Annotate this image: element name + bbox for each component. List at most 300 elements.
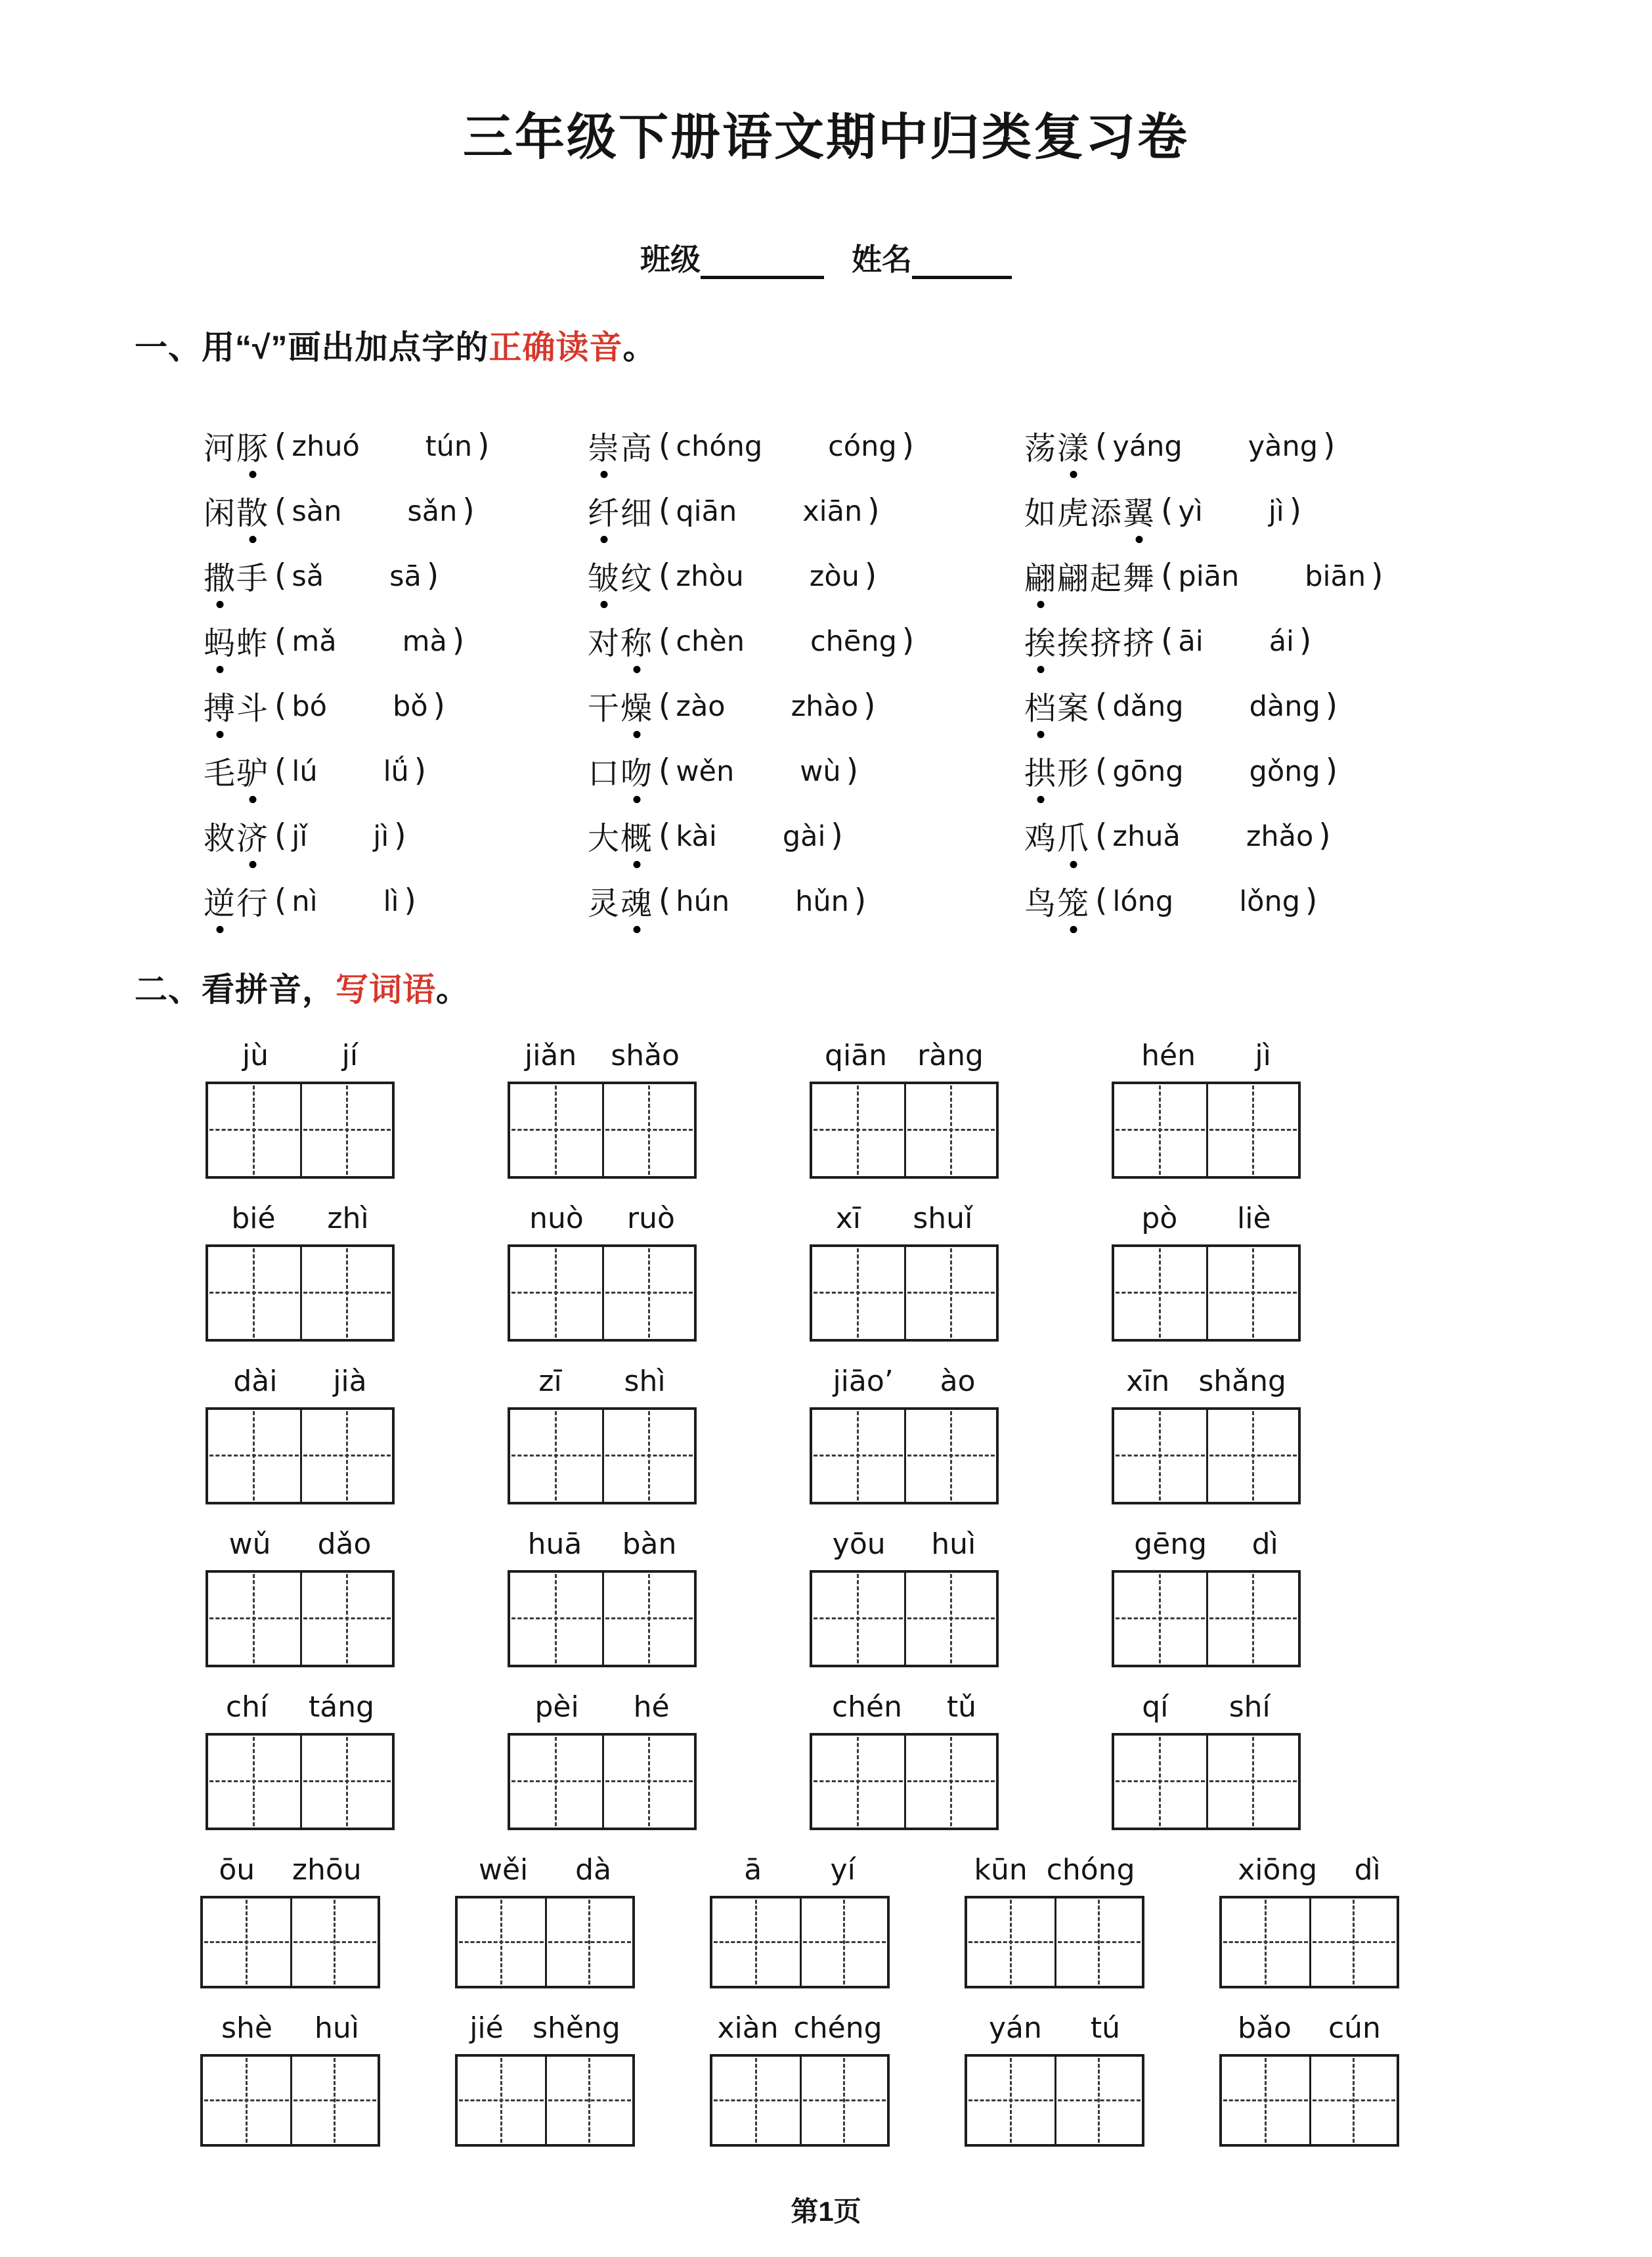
word-item [204,608,588,673]
pinyin-syllable: ruò [626,1202,675,1235]
writing-cell[interactable] [290,2057,378,2144]
word-entry [206,1522,395,1667]
pinyin-option[interactable]: zhòu [676,560,744,593]
dotted-character: 搏 [204,683,236,728]
writing-grid[interactable] [810,1244,999,1342]
paren-open: ( [1161,558,1173,594]
pinyin-options[interactable] [269,623,469,659]
writing-cell[interactable] [904,1084,996,1176]
paren-open: ( [274,818,287,854]
pinyin-label [810,1522,999,1561]
writing-cell[interactable] [812,1736,904,1828]
paren-close: ) [854,883,867,919]
writing-grid[interactable] [1112,1244,1301,1342]
writing-cell[interactable] [300,1736,392,1828]
character: 挨 [1057,626,1091,661]
pinyin-option[interactable]: yáng [1112,430,1183,463]
writing-cell[interactable] [1206,1084,1298,1176]
word-item [204,543,588,608]
pinyin-options[interactable] [653,753,863,789]
pinyin-option[interactable]: zhuǎ [1112,820,1181,853]
writing-cell[interactable] [967,1898,1054,1986]
pinyin-option[interactable]: wù [800,755,841,788]
writing-cell[interactable] [1206,1736,1298,1828]
pinyin-options[interactable] [269,818,412,854]
writing-grid[interactable] [200,2054,380,2147]
writing-cell[interactable] [1206,1247,1298,1339]
pinyin-option[interactable]: mà [402,625,447,658]
writing-cell[interactable] [300,1247,392,1339]
pinyin-option[interactable]: bǒ [392,690,428,723]
pinyin-syllable: pèi [534,1690,579,1724]
pinyin-option[interactable]: lì [383,885,399,918]
word-entry [810,1033,999,1179]
pinyin-syllable: ràng [917,1039,984,1072]
pinyin-options[interactable] [1090,688,1343,724]
pinyin-options[interactable] [1156,558,1388,594]
pinyin-option[interactable]: hǔn [795,885,849,918]
pinyin-option[interactable]: lǒng [1239,885,1300,918]
pinyin-option[interactable]: qiān [676,495,737,528]
writing-grid[interactable] [206,1244,395,1342]
paren-open: ( [659,623,671,659]
dotted-character: 纤 [588,488,620,533]
writing-cell[interactable] [458,2057,545,2144]
pinyin-option[interactable]: sǎ [292,560,324,593]
pinyin-syllable: xiàn [717,2011,779,2045]
word-text [588,748,653,793]
pinyin-label [508,1033,697,1072]
writing-grid[interactable] [1112,1082,1301,1179]
writing-cell[interactable] [904,1410,996,1502]
pinyin-option[interactable]: zhào [791,690,859,723]
word-item [204,478,588,543]
pinyin-option[interactable]: lǘ [383,755,409,788]
writing-cell[interactable] [1222,1898,1309,1986]
character: 蚱 [236,626,270,661]
writing-cell[interactable] [602,1410,694,1502]
writing-cell[interactable] [208,1247,300,1339]
writing-cell[interactable] [300,1573,392,1665]
word-column [204,413,588,933]
pinyin-option[interactable]: hún [676,885,730,918]
pinyin-option[interactable]: sā [389,560,422,593]
pinyin-option[interactable]: jì [1268,495,1284,528]
writing-cell[interactable] [510,1573,602,1665]
name-input-blank[interactable] [912,250,1012,279]
pinyin-option[interactable]: āi [1178,625,1204,658]
pinyin-option[interactable]: tún [425,430,473,463]
word-text [1024,488,1156,533]
paren-close: ) [864,558,877,594]
writing-cell[interactable] [1114,1410,1206,1502]
word-item [1024,608,1388,673]
pinyin-syllable: jié [469,2011,504,2045]
pinyin-syllable: jù [242,1039,269,1072]
writing-cell[interactable] [208,1573,300,1665]
dotted-character: 燥 [620,683,653,728]
dotted-character: 翩 [1024,553,1057,598]
paren-open: ( [274,558,287,594]
writing-cell[interactable] [1054,2057,1142,2144]
writing-cell[interactable] [904,1247,996,1339]
word-text [1024,683,1090,728]
pinyin-options[interactable] [1090,883,1322,919]
writing-grid[interactable] [206,1570,395,1667]
writing-cell[interactable] [1114,1247,1206,1339]
pinyin-option[interactable]: jì [373,820,389,853]
word-text [588,813,653,858]
writing-cell[interactable] [510,1410,602,1502]
pinyin-option[interactable]: bó [292,690,327,723]
word-entry [1112,1522,1301,1667]
pinyin-options[interactable] [1090,818,1336,854]
pinyin-syllable: dài [233,1365,278,1398]
writing-cell[interactable] [712,1898,800,1986]
word-entry [508,1033,697,1179]
word-item [588,738,1024,803]
word-column [1024,413,1388,933]
writing-grid[interactable] [965,2054,1144,2147]
writing-cell[interactable] [1114,1736,1206,1828]
writing-cell[interactable] [812,1410,904,1502]
writing-cell[interactable] [712,2057,800,2144]
pinyin-option[interactable]: jǐ [292,820,308,853]
dotted-character: 翼 [1123,488,1156,533]
pinyin-options[interactable] [653,427,919,464]
pinyin-syllable: chén [831,1690,902,1724]
writing-grid[interactable] [206,1407,395,1504]
pinyin-option[interactable]: sǎn [407,495,458,528]
pinyin-option[interactable]: zhuó [292,430,360,463]
writing-cell[interactable] [510,1736,602,1828]
dotted-character: 豚 [236,423,269,468]
pinyin-options[interactable] [1156,493,1307,529]
writing-grid[interactable] [1112,1733,1301,1830]
word-item [204,868,588,933]
pinyin-option[interactable]: zòu [809,560,859,593]
writing-grid[interactable] [200,1896,380,1988]
writing-cell[interactable] [458,1898,545,1986]
section1-columns [204,413,1652,933]
writing-grid[interactable] [710,2054,890,2147]
writing-grid[interactable] [455,1896,635,1988]
writing-cell[interactable] [904,1573,996,1665]
pinyin-syllable: bǎo [1238,2011,1292,2045]
pinyin-options[interactable] [269,427,494,464]
pinyin-label [206,1359,395,1398]
pinyin-option[interactable]: wěn [676,755,735,788]
dotted-character: 济 [236,813,269,858]
word-column [588,413,1024,933]
character: 翩 [1057,561,1091,596]
paren-open: ( [274,427,287,464]
writing-cell[interactable] [967,2057,1054,2144]
paren-open: ( [1095,753,1108,789]
pinyin-syllable: zī [538,1365,562,1398]
pinyin-options[interactable] [1090,427,1340,464]
writing-grid[interactable] [1219,1896,1399,1988]
word-text [204,618,269,663]
pinyin-options[interactable] [653,558,882,594]
pinyin-syllable: xiōng [1238,1853,1318,1887]
dotted-character: 皱 [588,553,620,598]
pinyin-option[interactable]: yì [1178,495,1203,528]
pinyin-option[interactable]: sàn [292,495,342,528]
word-item [588,673,1024,738]
student-info-line [0,236,1652,279]
pinyin-syllable: jià [333,1365,367,1398]
pinyin-row [200,2005,1652,2147]
writing-grid[interactable] [810,1082,999,1179]
pinyin-option[interactable]: biān [1305,560,1366,593]
writing-cell[interactable] [1309,2057,1397,2144]
writing-grid[interactable] [508,1082,697,1179]
word-entry [810,1684,999,1830]
pinyin-label [1112,1522,1301,1561]
pinyin-row [206,1033,1652,1179]
pinyin-syllable: gēng [1134,1527,1207,1561]
paren-close: ) [462,493,475,529]
writing-cell[interactable] [812,1084,904,1176]
pinyin-options[interactable] [653,818,848,854]
writing-cell[interactable] [208,1736,300,1828]
character: 干 [588,691,621,726]
writing-cell[interactable] [602,1736,694,1828]
writing-grid[interactable] [206,1733,395,1830]
pinyin-option[interactable]: lú [292,755,318,788]
paren-open: ( [274,493,287,529]
writing-cell[interactable] [208,1410,300,1502]
writing-cell[interactable] [602,1247,694,1339]
writing-grid[interactable] [1219,2054,1399,2147]
word-text [204,748,269,793]
pinyin-syllable: wěi [478,1853,529,1887]
pinyin-options[interactable] [1156,623,1316,659]
pinyin-syllable: jiāo’ [833,1365,894,1398]
pinyin-option[interactable]: cóng [828,430,897,463]
writing-cell[interactable] [1309,1898,1397,1986]
pinyin-option[interactable]: chēng [810,625,897,658]
character: 鸡 [1024,822,1058,856]
word-text [1024,813,1090,858]
pinyin-label [206,1522,395,1561]
page-title: 三年级下册语文期中归类复习卷 [463,110,1189,165]
dotted-character: 撒 [204,553,236,598]
pinyin-options[interactable] [1090,753,1343,789]
writing-grid[interactable] [710,1896,890,1988]
pinyin-options[interactable] [653,493,885,529]
pinyin-options[interactable] [269,753,431,789]
writing-cell[interactable] [290,1898,378,1986]
pinyin-row [206,1359,1652,1504]
pinyin-option[interactable]: dǎng [1112,690,1184,723]
pinyin-syllable: bié [231,1202,276,1235]
class-label: 班级 [640,242,701,276]
paren-close: ) [863,688,876,724]
pinyin-option[interactable]: ái [1269,625,1294,658]
writing-cell[interactable] [510,1084,602,1176]
paren-open: ( [659,753,671,789]
section1-header [135,321,1652,368]
writing-cell[interactable] [800,1898,887,1986]
pinyin-options[interactable] [653,883,871,919]
writing-grid[interactable] [965,1896,1144,1988]
pinyin-label [1219,2005,1399,2045]
pinyin-syllable: yán [988,2011,1042,2045]
writing-grid[interactable] [810,1570,999,1667]
pinyin-syllable: shè [221,2011,272,2045]
word-text [204,813,269,858]
writing-cell[interactable] [300,1410,392,1502]
writing-cell[interactable] [300,1084,392,1176]
writing-grid[interactable] [508,1733,697,1830]
writing-grid[interactable] [508,1407,697,1504]
word-entry [810,1359,999,1504]
pinyin-syllable: táng [309,1690,375,1724]
word-entry [1219,1847,1399,1988]
character: 高 [620,431,654,466]
paren-close: ) [1305,883,1318,919]
writing-cell[interactable] [545,1898,632,1986]
pinyin-option[interactable]: chóng [676,430,763,463]
pinyin-option[interactable]: gōng [1112,755,1184,788]
paren-open: ( [659,558,671,594]
paren-open: ( [274,623,287,659]
writing-cell[interactable] [1222,2057,1309,2144]
writing-cell[interactable] [203,2057,290,2144]
character: 舞 [1123,561,1156,596]
pinyin-syllable: shǎng [1198,1365,1286,1398]
character: 手 [236,561,270,596]
word-entry [200,2005,380,2147]
pinyin-option[interactable]: zào [676,690,726,723]
pinyin-option[interactable]: chèn [676,625,745,658]
pinyin-option[interactable]: xiān [802,495,863,528]
character: 纹 [620,561,654,596]
paren-open: ( [274,883,287,919]
word-text [588,488,653,533]
word-text [204,423,269,468]
word-item [1024,478,1388,543]
character: 形 [1057,756,1091,791]
word-entry [206,1033,395,1179]
writing-cell[interactable] [510,1247,602,1339]
writing-cell[interactable] [1114,1573,1206,1665]
writing-grid[interactable] [1112,1407,1301,1504]
pinyin-label [1112,1684,1301,1724]
pinyin-label [1112,1359,1301,1398]
paren-close: ) [867,493,880,529]
character: 对 [588,626,621,661]
writing-grid[interactable] [508,1244,697,1342]
word-item [1024,543,1388,608]
writing-grid[interactable] [1112,1570,1301,1667]
word-item [588,543,1024,608]
word-text [588,618,653,663]
section2-header [135,963,1652,1011]
dotted-character: 驴 [236,748,269,793]
pinyin-option[interactable]: piān [1178,560,1240,593]
dotted-character: 魂 [620,878,653,923]
writing-cell[interactable] [545,2057,632,2144]
writing-cell[interactable] [904,1736,996,1828]
pinyin-syllable: yōu [832,1527,886,1561]
writing-grid[interactable] [206,1082,395,1179]
pinyin-options[interactable] [269,493,480,529]
writing-cell[interactable] [602,1084,694,1176]
character: 挤 [1090,626,1123,661]
writing-grid[interactable] [508,1570,697,1667]
pinyin-option[interactable]: mǎ [292,625,337,658]
writing-grid[interactable] [810,1407,999,1504]
character: 虎 [1057,496,1091,531]
pinyin-option[interactable]: yàng [1248,430,1318,463]
pinyin-options[interactable] [269,558,444,594]
word-entry [1112,1033,1301,1179]
pinyin-option[interactable]: lóng [1112,885,1174,918]
pinyin-option[interactable]: nì [292,885,318,918]
dotted-character: 散 [236,488,269,533]
pinyin-options[interactable] [653,688,880,724]
writing-cell[interactable] [602,1573,694,1665]
writing-cell[interactable] [1206,1573,1298,1665]
pinyin-option[interactable]: dàng [1249,690,1320,723]
pinyin-syllable: pò [1141,1202,1178,1235]
writing-cell[interactable] [203,1898,290,1986]
dotted-character: 称 [620,618,653,663]
class-input-blank[interactable] [701,250,824,279]
writing-cell[interactable] [1206,1410,1298,1502]
paren-open: ( [1161,493,1173,529]
pinyin-options[interactable] [653,623,919,659]
writing-cell[interactable] [800,2057,887,2144]
pinyin-option[interactable]: gǒng [1249,755,1320,788]
character: 闲 [204,496,237,531]
writing-grid[interactable] [455,2054,635,2147]
paren-open: ( [1161,623,1173,659]
word-entry [710,1847,890,1988]
writing-cell[interactable] [208,1084,300,1176]
writing-cell[interactable] [812,1573,904,1665]
pinyin-option[interactable]: gài [782,820,826,853]
character: 毛 [204,756,237,791]
paren-close: ) [902,427,914,464]
pinyin-label [206,1033,395,1072]
writing-cell[interactable] [1114,1084,1206,1176]
pinyin-syllable: yí [830,1853,856,1887]
pinyin-syllable: hén [1141,1039,1196,1072]
pinyin-options[interactable] [269,688,450,724]
pinyin-options[interactable] [269,883,422,919]
writing-cell[interactable] [812,1247,904,1339]
writing-grid[interactable] [810,1733,999,1830]
paren-close: ) [902,623,915,659]
section1-number: 一、 [135,329,202,366]
word-item [204,738,588,803]
paren-close: ) [846,753,859,789]
pinyin-option[interactable]: zhǎo [1246,820,1314,853]
pinyin-option[interactable]: kài [676,820,717,853]
dotted-character: 爪 [1057,813,1090,858]
pinyin-label [965,2005,1144,2045]
character: 挤 [1123,626,1156,661]
pinyin-label [508,1522,697,1561]
writing-cell[interactable] [1054,1898,1142,1986]
section1-instruction: 用“√”画出加点字的 [202,329,489,366]
pinyin-label [508,1359,697,1398]
pinyin-label [1112,1033,1301,1072]
